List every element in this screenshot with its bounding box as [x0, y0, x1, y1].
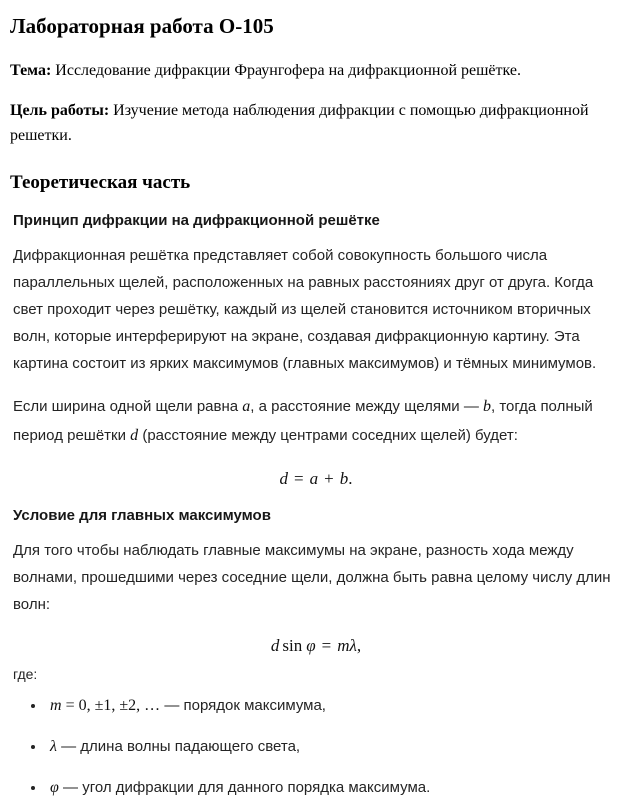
- tema-text: Исследование дифракции Фраунгофера на дифракционной решётке.: [51, 62, 521, 79]
- formula-grating-comma: ,: [356, 635, 362, 655]
- list-item-angle: [46, 776, 622, 800]
- formula-grating-equation: [10, 636, 622, 656]
- doc-title: Лабораторная работа О-105: [10, 14, 274, 38]
- subheading-principle: Принцип дифракции на дифракционной решётке: [13, 212, 380, 230]
- var-phi: φ: [50, 778, 59, 796]
- equals-sign: =: [321, 635, 332, 655]
- var-m: m: [50, 696, 62, 714]
- period-text-0: Если ширина одной щели равна: [13, 398, 243, 416]
- list-item-wavelength: [46, 735, 622, 760]
- var-lambda: λ: [50, 737, 57, 755]
- var-d: d: [130, 427, 139, 445]
- equals-sign: =: [294, 468, 304, 488]
- formula-grating-d: d: [270, 635, 280, 655]
- var-a: a: [242, 398, 251, 416]
- subheading-maxima-condition: Условие для главных максимумов: [13, 506, 271, 524]
- period-text-1: , а расстояние между щелями —: [250, 398, 483, 416]
- formula-period-a: a: [309, 468, 319, 488]
- formula-period-d: d: [279, 468, 289, 488]
- period-text-3: (расстояние между центрами соседних щелей) будет:: [138, 427, 518, 445]
- where-label: где:: [13, 665, 38, 682]
- sin-function: sin: [282, 635, 303, 655]
- list-item-order-text: — порядок максимума,: [160, 696, 326, 714]
- tema-line: [10, 59, 606, 84]
- goal-label: Цель работы:: [10, 101, 110, 119]
- list-item-order: [46, 694, 622, 719]
- formula-period: [10, 469, 622, 489]
- plus-sign: +: [324, 468, 334, 488]
- definitions-list: [10, 694, 622, 800]
- principle-paragraph: Дифракционная решётка представляет собой совокупность большого числа параллельных щелей, расположенных на равных расстояниях друг от друга. Когда свет проходит через решётку, каждый из щелей становится источником вторичных волн, которые интерферируют на экране, создавая дифракционную картину. Эта картина состоит из ярких максимумов (главных максимумов) и тёмных минимумов.: [13, 247, 597, 373]
- formula-period-dot: .: [348, 468, 353, 488]
- var-phi: φ: [306, 635, 316, 655]
- list-item-angle-text: — угол дифракции для данного порядка максимума.: [58, 778, 431, 796]
- tema-label: Тема:: [10, 62, 52, 79]
- var-m: m: [337, 635, 350, 655]
- var-lambda: λ: [349, 635, 357, 655]
- formula-period-b: b: [339, 468, 349, 488]
- period-text-2: , тогда полный период решётки: [13, 398, 593, 445]
- goal-line: [10, 99, 606, 149]
- var-b: b: [483, 398, 491, 416]
- section-title-theory: Теоретическая часть: [10, 172, 191, 194]
- list-item-wavelength-text: — длина волны падающего света,: [56, 737, 301, 755]
- maxima-paragraph: Для того чтобы наблюдать главные максимумы на экране, разность хода между волнами, прошедшими через соседние щели, должна быть равна целому числу длин волн:: [13, 541, 611, 613]
- math-rest-m: = 0, ±1, ±2, …: [61, 696, 161, 714]
- period-paragraph: [13, 393, 622, 451]
- goal-text: Изучение метода наблюдения дифракции с помощью дифракционной решетки.: [10, 101, 589, 144]
